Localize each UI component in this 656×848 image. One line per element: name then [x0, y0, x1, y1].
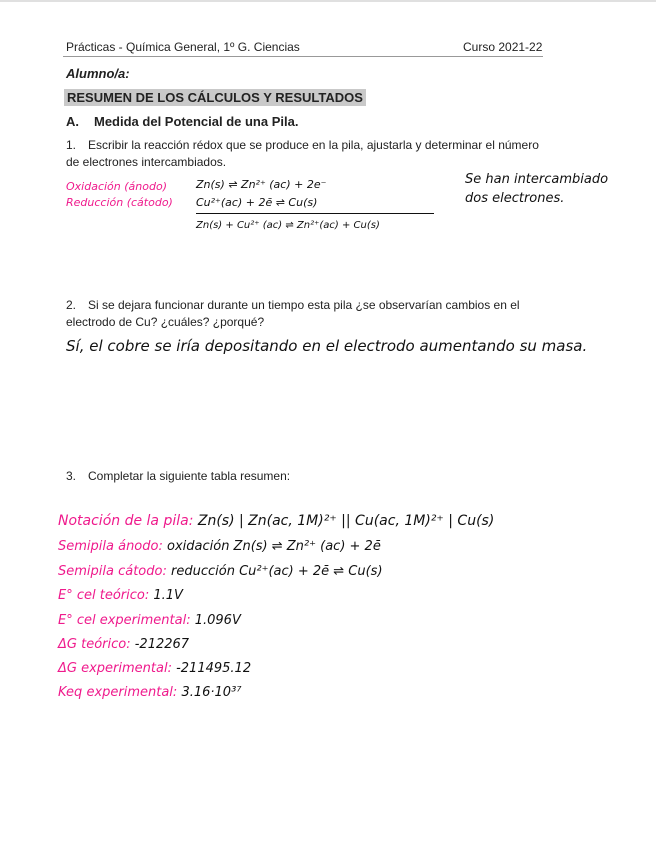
result-label: Semipila cátodo:: [58, 564, 167, 579]
question-2-text: Si se dejara funcionar durante un tiempo esta pila ¿se observarían cambios en el electrodo de Cu? ¿cuáles? ¿porqué?: [66, 298, 520, 329]
result-ecell-experimental: [58, 613, 241, 628]
result-label: ΔG experimental:: [58, 661, 172, 676]
result-value: 3.16·10³⁷: [181, 685, 242, 700]
result-keq-experimental: [58, 685, 242, 700]
question-3: [66, 468, 546, 485]
global-equation: Zn(s) + Cu²⁺ (ac) ⇌ Zn²⁺(ac) + Cu(s): [196, 220, 380, 231]
result-label: Notación de la pila:: [58, 513, 194, 529]
result-value: 1.096V: [194, 613, 241, 628]
result-value: oxidación Zn(s) ⇌ Zn²⁺ (ac) + 2ē: [167, 539, 381, 554]
student-label: Alumno/a:: [66, 66, 130, 81]
header-course-title: Prácticas - Química General, 1º G. Ciencias: [66, 40, 300, 54]
header-divider: [63, 56, 543, 57]
electrons-note-line-1: Se han intercambiado: [465, 172, 609, 187]
answer-2: Sí, el cobre se iría depositando en el electrodo aumentando su masa.: [66, 337, 588, 355]
result-dg-theoretical: [58, 637, 189, 652]
result-value: Zn(s) | Zn(ac, 1M)²⁺ || Cu(ac, 1M)²⁺ | Cu(s): [197, 513, 495, 529]
result-cathode-halfcell: [58, 564, 383, 579]
oxidation-label: Oxidación (ánodo): [66, 180, 167, 193]
result-cell-notation: [58, 513, 494, 529]
question-1-number: 1.: [66, 138, 77, 152]
question-1: [66, 137, 546, 171]
section-title: Medida del Potencial de una Pila.: [94, 114, 299, 129]
result-value: -211495.12: [176, 661, 252, 676]
result-label: Keq experimental:: [58, 685, 178, 700]
result-label: Semipila ánodo:: [58, 539, 163, 554]
result-value: 1.1V: [153, 588, 183, 603]
result-ecell-theoretical: [58, 588, 183, 603]
result-label: E° cel experimental:: [58, 613, 191, 628]
question-1-text: Escribir la reacción rédox que se produce en la pila, ajustarla y determinar el número de electrones intercambiados.: [66, 138, 539, 169]
question-2-number: 2.: [66, 298, 77, 312]
section-heading: [66, 114, 298, 129]
question-2: [66, 297, 546, 331]
reduction-label: Reducción (cátodo): [66, 196, 173, 209]
question-3-text: Completar la siguiente tabla resumen:: [88, 469, 291, 483]
result-label: E° cel teórico:: [58, 588, 150, 603]
section-letter: A.: [66, 114, 79, 129]
result-value: reducción Cu²⁺(ac) + 2ē ⇌ Cu(s): [171, 564, 383, 579]
result-dg-experimental: [58, 661, 251, 676]
result-anode-halfcell: [58, 539, 381, 554]
result-label: ΔG teórico:: [58, 637, 131, 652]
header-year: Curso 2021-22: [463, 40, 543, 54]
equation-sum-line: [196, 213, 434, 214]
electrons-note-line-2: dos electrones.: [465, 191, 565, 206]
reduction-equation: Cu²⁺(ac) + 2ē ⇌ Cu(s): [196, 196, 318, 209]
question-3-number: 3.: [66, 469, 77, 483]
oxidation-equation: Zn(s) ⇌ Zn²⁺ (ac) + 2e⁻: [196, 178, 327, 191]
summary-title: RESUMEN DE LOS CÁLCULOS Y RESULTADOS: [64, 89, 366, 106]
result-value: -212267: [134, 637, 190, 652]
